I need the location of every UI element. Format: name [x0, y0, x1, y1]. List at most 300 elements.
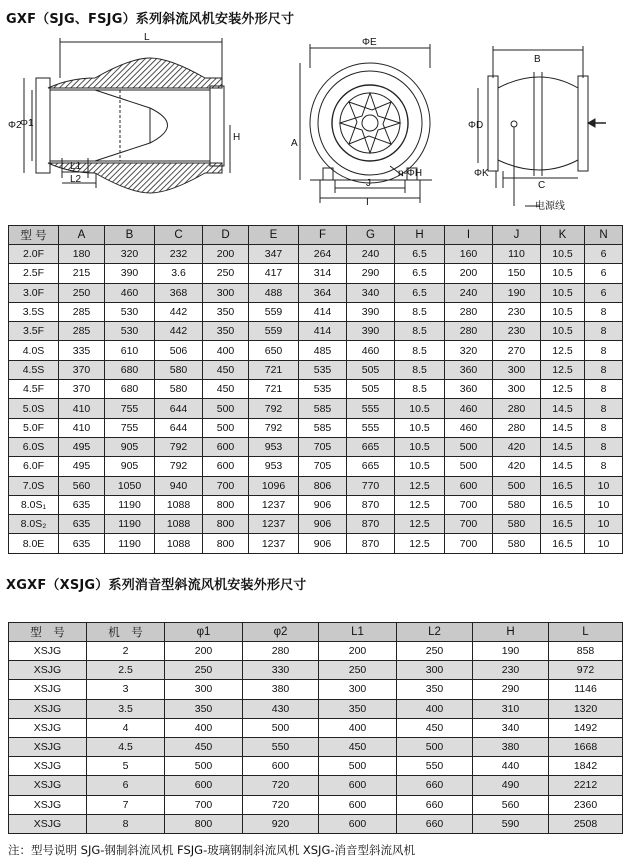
- table-cell: 12.5: [541, 380, 585, 399]
- table-cell: 500: [397, 737, 473, 756]
- table-cell: 1668: [549, 737, 623, 756]
- table-cell: 380: [473, 737, 549, 756]
- table-cell: 1237: [249, 495, 299, 514]
- table-cell: 600: [203, 437, 249, 456]
- table-cell: 420: [493, 457, 541, 476]
- table-cell: 500: [319, 757, 397, 776]
- table-cell: 559: [249, 322, 299, 341]
- table-cell: 390: [105, 264, 155, 283]
- table-cell: 800: [203, 534, 249, 553]
- table-cell: 550: [243, 737, 319, 756]
- table-cell: 920: [243, 814, 319, 833]
- table-row: [9, 795, 623, 814]
- table-cell: 6.5: [395, 283, 445, 302]
- table-cell: 460: [347, 341, 395, 360]
- table-row: [9, 776, 623, 795]
- table-cell: 590: [473, 814, 549, 833]
- table-cell: 8: [585, 437, 623, 456]
- table-cell: 6: [87, 776, 165, 795]
- table-cell: 250: [203, 264, 249, 283]
- table-cell: 635: [59, 515, 105, 534]
- table-cell: 7.0S: [9, 476, 59, 495]
- table-cell: 560: [473, 795, 549, 814]
- table-cell: 12.5: [541, 360, 585, 379]
- table-cell: 1050: [105, 476, 155, 495]
- table-cell: 440: [473, 757, 549, 776]
- gxf-dimension-table: [8, 225, 623, 554]
- dim-label-phiD: ΦD: [468, 120, 484, 131]
- column-header: K: [541, 226, 585, 245]
- table-cell: XSJG: [9, 661, 87, 680]
- table-cell: 870: [347, 534, 395, 553]
- table-cell: 2360: [549, 795, 623, 814]
- table-cell: 500: [445, 437, 493, 456]
- table-cell: XSJG: [9, 776, 87, 795]
- table-cell: 700: [445, 515, 493, 534]
- table-cell: XSJG: [9, 737, 87, 756]
- table-cell: 800: [203, 515, 249, 534]
- table-header-row: [9, 623, 623, 642]
- column-header: G: [347, 226, 395, 245]
- table-cell: 240: [347, 245, 395, 264]
- table-cell: 10.5: [541, 245, 585, 264]
- table-row: [9, 437, 623, 456]
- table-row: [9, 661, 623, 680]
- table-cell: 680: [105, 360, 155, 379]
- table-cell: 14.5: [541, 437, 585, 456]
- table-cell: 414: [299, 322, 347, 341]
- table-cell: 495: [59, 437, 105, 456]
- table-cell: 250: [397, 642, 473, 661]
- table-cell: 3: [87, 680, 165, 699]
- table-cell: 555: [347, 399, 395, 418]
- table-cell: 580: [155, 360, 203, 379]
- table-cell: 390: [347, 302, 395, 321]
- table-row: [9, 476, 623, 495]
- table-cell: 12.5: [541, 341, 585, 360]
- column-header: E: [249, 226, 299, 245]
- table-cell: 940: [155, 476, 203, 495]
- dim-label-J: J: [366, 178, 371, 189]
- table-cell: 8.0S₁: [9, 495, 59, 514]
- table-cell: 600: [319, 814, 397, 833]
- table-cell: 6.5: [395, 245, 445, 264]
- column-header: 型 号: [9, 226, 59, 245]
- table-cell: 8.5: [395, 341, 445, 360]
- table-cell: 10.5: [541, 283, 585, 302]
- table-cell: 770: [347, 476, 395, 495]
- table-cell: XSJG: [9, 795, 87, 814]
- table-cell: 200: [165, 642, 243, 661]
- table-cell: 200: [445, 264, 493, 283]
- table-cell: 488: [249, 283, 299, 302]
- table-cell: 14.5: [541, 457, 585, 476]
- table-cell: 6: [585, 283, 623, 302]
- table-cell: 1237: [249, 515, 299, 534]
- table-cell: 500: [445, 457, 493, 476]
- table-cell: 280: [243, 642, 319, 661]
- table-cell: 12.5: [395, 515, 445, 534]
- table-cell: 660: [397, 814, 473, 833]
- xgxf-dimension-table: [8, 622, 623, 834]
- table-cell: 10.5: [541, 264, 585, 283]
- table-cell: 364: [299, 283, 347, 302]
- table-row: [9, 418, 623, 437]
- table-cell: 906: [299, 495, 347, 514]
- table-cell: 420: [493, 437, 541, 456]
- table-cell: 340: [347, 283, 395, 302]
- table-cell: 792: [155, 457, 203, 476]
- table-row: [9, 680, 623, 699]
- table-cell: 300: [493, 360, 541, 379]
- table-cell: 1190: [105, 495, 155, 514]
- table-cell: 870: [347, 515, 395, 534]
- table-cell: 347: [249, 245, 299, 264]
- table-row: [9, 457, 623, 476]
- dim-label-B: B: [534, 54, 541, 65]
- column-header: F: [299, 226, 347, 245]
- column-header: N: [585, 226, 623, 245]
- table-cell: 8.5: [395, 302, 445, 321]
- table-cell: 270: [493, 341, 541, 360]
- table-cell: 505: [347, 360, 395, 379]
- table-cell: 660: [397, 776, 473, 795]
- table-cell: 506: [155, 341, 203, 360]
- table-row: [9, 699, 623, 718]
- table-cell: XSJG: [9, 814, 87, 833]
- table-cell: 190: [473, 642, 549, 661]
- table-cell: 4.0S: [9, 341, 59, 360]
- table-cell: 390: [347, 322, 395, 341]
- column-header: I: [445, 226, 493, 245]
- table-cell: 300: [165, 680, 243, 699]
- table-row: [9, 515, 623, 534]
- column-header: B: [105, 226, 155, 245]
- table-cell: 400: [397, 699, 473, 718]
- table-cell: 6: [585, 245, 623, 264]
- table-cell: 2212: [549, 776, 623, 795]
- table-cell: 300: [397, 661, 473, 680]
- table-row: [9, 322, 623, 341]
- table-cell: 600: [319, 795, 397, 814]
- table-cell: 580: [493, 515, 541, 534]
- table-cell: 705: [299, 457, 347, 476]
- dim-label-nphiH: n-ΦH: [398, 168, 423, 179]
- table-cell: 10.5: [395, 399, 445, 418]
- table-row: [9, 302, 623, 321]
- table-cell: 1190: [105, 515, 155, 534]
- table-cell: 10: [585, 534, 623, 553]
- table-cell: 370: [59, 380, 105, 399]
- table-cell: 230: [473, 661, 549, 680]
- table-cell: 310: [473, 699, 549, 718]
- table-cell: 6.0S: [9, 437, 59, 456]
- table-cell: 300: [319, 680, 397, 699]
- table-cell: 792: [249, 399, 299, 418]
- table-cell: 8: [585, 341, 623, 360]
- silencer-side-view: [24, 38, 230, 193]
- table-cell: 380: [243, 680, 319, 699]
- table-cell: 906: [299, 515, 347, 534]
- table-cell: 700: [203, 476, 249, 495]
- dim-label-L2: L2: [70, 174, 82, 185]
- table-cell: 972: [549, 661, 623, 680]
- table-cell: 550: [397, 757, 473, 776]
- table-cell: 705: [299, 437, 347, 456]
- table-cell: 4.5: [87, 737, 165, 756]
- table-cell: 368: [155, 283, 203, 302]
- table-cell: 8: [585, 302, 623, 321]
- table-cell: 442: [155, 322, 203, 341]
- table-cell: 240: [445, 283, 493, 302]
- table-cell: 580: [493, 495, 541, 514]
- table-cell: 10: [585, 476, 623, 495]
- column-header: D: [203, 226, 249, 245]
- table-cell: 8: [585, 380, 623, 399]
- table-cell: 350: [203, 302, 249, 321]
- table-cell: 280: [493, 418, 541, 437]
- table-cell: XSJG: [9, 680, 87, 699]
- table-cell: 858: [549, 642, 623, 661]
- dim-label-phiE: ΦE: [362, 37, 377, 48]
- table-cell: 1088: [155, 495, 203, 514]
- table-cell: 280: [445, 322, 493, 341]
- table-cell: 700: [165, 795, 243, 814]
- table-cell: 350: [165, 699, 243, 718]
- table-cell: 264: [299, 245, 347, 264]
- table-cell: 150: [493, 264, 541, 283]
- table-cell: 410: [59, 399, 105, 418]
- table-cell: 3.0F: [9, 283, 59, 302]
- dim-label-A: A: [291, 138, 298, 149]
- table-cell: 755: [105, 418, 155, 437]
- table-cell: 460: [445, 399, 493, 418]
- table-cell: 792: [249, 418, 299, 437]
- table-cell: 300: [493, 380, 541, 399]
- table-cell: 285: [59, 322, 105, 341]
- table-cell: 8: [87, 814, 165, 833]
- table-cell: 721: [249, 360, 299, 379]
- table-row: [9, 814, 623, 833]
- table-cell: 535: [299, 360, 347, 379]
- table-cell: 530: [105, 322, 155, 341]
- column-header: C: [155, 226, 203, 245]
- table-cell: 530: [105, 302, 155, 321]
- table-cell: 1190: [105, 534, 155, 553]
- table-cell: 442: [155, 302, 203, 321]
- table-cell: 250: [59, 283, 105, 302]
- table-cell: 10.5: [395, 418, 445, 437]
- table-cell: 12.5: [395, 534, 445, 553]
- column-header: H: [473, 623, 549, 642]
- table-cell: 8: [585, 418, 623, 437]
- table-cell: 5: [87, 757, 165, 776]
- dim-label-C: C: [538, 180, 546, 191]
- table-cell: 250: [165, 661, 243, 680]
- table-cell: 12.5: [395, 476, 445, 495]
- table-cell: 410: [59, 418, 105, 437]
- column-header: φ2: [243, 623, 319, 642]
- table-cell: 585: [299, 399, 347, 418]
- table-cell: 660: [397, 795, 473, 814]
- table-cell: XSJG: [9, 642, 87, 661]
- table-cell: 1096: [249, 476, 299, 495]
- column-header: J: [493, 226, 541, 245]
- table2-title: XGXF（XSJG）系列消音型斜流风机安装外形尺寸: [6, 578, 307, 593]
- table-cell: 905: [105, 457, 155, 476]
- table-cell: 10: [585, 495, 623, 514]
- column-header: H: [395, 226, 445, 245]
- table-cell: 16.5: [541, 476, 585, 495]
- table-cell: 450: [203, 380, 249, 399]
- table-cell: 8.0E: [9, 534, 59, 553]
- table-cell: 650: [249, 341, 299, 360]
- table-cell: 430: [243, 699, 319, 718]
- table-cell: 340: [473, 718, 549, 737]
- table-row: [9, 495, 623, 514]
- table-cell: 585: [299, 418, 347, 437]
- table-cell: 414: [299, 302, 347, 321]
- table-cell: 6: [585, 264, 623, 283]
- table-cell: 800: [165, 814, 243, 833]
- table-cell: 360: [445, 380, 493, 399]
- table-cell: 8.5: [395, 380, 445, 399]
- table-row: [9, 245, 623, 264]
- table-cell: 335: [59, 341, 105, 360]
- table-cell: 5.0S: [9, 399, 59, 418]
- table-row: [9, 399, 623, 418]
- table-row: [9, 642, 623, 661]
- table-cell: 3.5F: [9, 322, 59, 341]
- table-cell: 2.5: [87, 661, 165, 680]
- table-cell: 232: [155, 245, 203, 264]
- dim-label-L: L: [144, 32, 150, 43]
- table-cell: 4.5F: [9, 380, 59, 399]
- table-cell: 10.5: [541, 302, 585, 321]
- column-header: 型 号: [9, 623, 87, 642]
- table-cell: 6.0F: [9, 457, 59, 476]
- table-cell: 280: [445, 302, 493, 321]
- table-cell: 610: [105, 341, 155, 360]
- table-cell: 180: [59, 245, 105, 264]
- table-cell: 285: [59, 302, 105, 321]
- table-cell: 350: [203, 322, 249, 341]
- table-cell: 4: [87, 718, 165, 737]
- table-row: [9, 360, 623, 379]
- column-header: L1: [319, 623, 397, 642]
- table-cell: XSJG: [9, 699, 87, 718]
- table-cell: 400: [203, 341, 249, 360]
- table-cell: 500: [493, 476, 541, 495]
- table-cell: 1088: [155, 515, 203, 534]
- table-cell: 1146: [549, 680, 623, 699]
- table-cell: 644: [155, 418, 203, 437]
- table-row: [9, 283, 623, 302]
- table-row: [9, 341, 623, 360]
- table-cell: 560: [59, 476, 105, 495]
- table-cell: 14.5: [541, 418, 585, 437]
- table-cell: 500: [165, 757, 243, 776]
- table-cell: 450: [397, 718, 473, 737]
- table-cell: 500: [203, 418, 249, 437]
- dim-label-H-left: H: [233, 132, 241, 143]
- table-cell: 8: [585, 360, 623, 379]
- table-cell: 330: [243, 661, 319, 680]
- table-cell: 721: [249, 380, 299, 399]
- table-cell: 490: [473, 776, 549, 795]
- table-cell: 450: [203, 360, 249, 379]
- table-cell: 460: [105, 283, 155, 302]
- table-cell: 2.0F: [9, 245, 59, 264]
- table-cell: 160: [445, 245, 493, 264]
- table-cell: 16.5: [541, 534, 585, 553]
- table-cell: 3.5S: [9, 302, 59, 321]
- table-cell: 2.5F: [9, 264, 59, 283]
- table-cell: 10.5: [541, 322, 585, 341]
- power-cable-label: 电源线: [535, 201, 565, 212]
- table-cell: 500: [243, 718, 319, 737]
- table-cell: 953: [249, 457, 299, 476]
- table-cell: 665: [347, 437, 395, 456]
- dim-label-L1: L1: [70, 161, 82, 172]
- column-header: L2: [397, 623, 473, 642]
- table-cell: 600: [203, 457, 249, 476]
- table-row: [9, 718, 623, 737]
- table-row: [9, 737, 623, 756]
- table1-title: GXF（SJG、FSJG）系列斜流风机安装外形尺寸: [6, 12, 295, 27]
- table-cell: 7: [87, 795, 165, 814]
- table-cell: 700: [445, 495, 493, 514]
- table-cell: 665: [347, 457, 395, 476]
- table-cell: 230: [493, 302, 541, 321]
- table-cell: 644: [155, 399, 203, 418]
- table-cell: 190: [493, 283, 541, 302]
- table-cell: 16.5: [541, 495, 585, 514]
- table-row: [9, 757, 623, 776]
- table-cell: 600: [243, 757, 319, 776]
- table-cell: 600: [445, 476, 493, 495]
- table-cell: 953: [249, 437, 299, 456]
- table-cell: 12.5: [395, 495, 445, 514]
- table-cell: 314: [299, 264, 347, 283]
- table-cell: 215: [59, 264, 105, 283]
- table-cell: 290: [347, 264, 395, 283]
- table-cell: 755: [105, 399, 155, 418]
- table-cell: 1237: [249, 534, 299, 553]
- table-cell: 720: [243, 795, 319, 814]
- table-header-row: [9, 226, 623, 245]
- table-cell: 4.5S: [9, 360, 59, 379]
- table-cell: 1842: [549, 757, 623, 776]
- table-cell: 450: [165, 737, 243, 756]
- table-cell: 792: [155, 437, 203, 456]
- column-header: A: [59, 226, 105, 245]
- table-cell: 290: [473, 680, 549, 699]
- model-note: 注：型号说明 SJG-钢制斜流风机 FSJG-玻璃钢制斜流风机 XSJG-消音型斜流风机: [8, 843, 416, 857]
- table-cell: 350: [319, 699, 397, 718]
- table-cell: 6.5: [395, 264, 445, 283]
- column-header: 机 号: [87, 623, 165, 642]
- table-cell: 280: [493, 399, 541, 418]
- table-cell: 1320: [549, 699, 623, 718]
- table-cell: 495: [59, 457, 105, 476]
- dim-label-phiK: ΦK: [474, 168, 489, 179]
- table-cell: 3.6: [155, 264, 203, 283]
- table-cell: 580: [493, 534, 541, 553]
- table-cell: 806: [299, 476, 347, 495]
- table-cell: 10.5: [395, 437, 445, 456]
- table-cell: 1492: [549, 718, 623, 737]
